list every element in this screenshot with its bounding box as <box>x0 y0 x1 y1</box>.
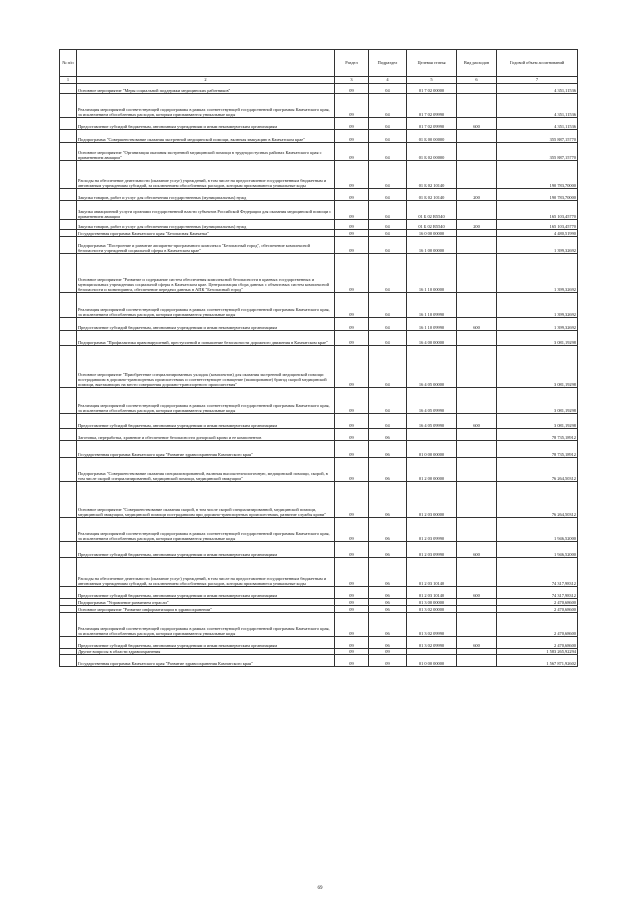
row-sum: 2 470,68600 <box>497 599 578 606</box>
row-csr: 16 1 10 09990 <box>407 293 457 318</box>
row-podrazdel: 06 <box>369 518 407 542</box>
row-num <box>60 318 77 331</box>
row-sum: 4 351,11536 <box>497 118 578 130</box>
row-csr: 16 4 05 09990 <box>407 388 457 414</box>
row-name: Основное мероприятие "Развитие информатизации в здравоохранении" <box>77 606 335 613</box>
table-row <box>60 414 578 429</box>
table-row <box>60 558 578 587</box>
row-vr <box>457 293 497 318</box>
row-podrazdel: 06 <box>369 599 407 606</box>
row-name: Основное мероприятие "Приобретение специализированных укладок (комплектов) для оказания экстренной медицинской помощи пострадавшим в дорожно-транспортных происшествиях и соответствующее оснащение (экипирование) бригад скорой медицинской помощи, выезжающих на место совершения дорожно-транспортного происшествия" <box>77 346 335 388</box>
row-podrazdel: 04 <box>369 346 407 388</box>
row-razdel: 09 <box>335 599 369 606</box>
row-name: Закупка товаров, работ и услуг для обеспечения государственных (муниципальных) нужд <box>77 220 335 230</box>
row-razdel: 09 <box>335 613 369 637</box>
row-razdel: 09 <box>335 606 369 613</box>
row-num <box>60 558 77 587</box>
row-num <box>60 542 77 558</box>
table-row <box>60 84 578 94</box>
row-sum: 190 783,70000 <box>497 189 578 201</box>
row-razdel: 09 <box>335 143 369 161</box>
row-razdel: 09 <box>335 130 369 143</box>
table-row <box>60 655 578 667</box>
row-sum: 1 399,32692 <box>497 293 578 318</box>
row-csr: 01 Б 00 00000 <box>407 130 457 143</box>
row-razdel: 09 <box>335 414 369 429</box>
row-razdel: 09 <box>335 388 369 414</box>
row-name: Государственная программа Камчатского края "Безопасная Камчатка" <box>77 230 335 237</box>
table-row <box>60 130 578 143</box>
row-csr: 01 0 00 00000 <box>407 441 457 458</box>
row-vr <box>457 599 497 606</box>
row-sum: 76 264,50312 <box>497 482 578 518</box>
table-row <box>60 118 578 130</box>
row-num <box>60 637 77 649</box>
row-name: Основное мероприятие "Развитие и содержание систем обеспечения комплексной безопасности в краевых государственных и муниципальных учреждениях социальной сферы в Камчатском крае. Централизация сбора данных с объектовых систем комплексной безопасности и мониторинга, обеспечение передачи данных в АПК "Безопасный город" <box>77 254 335 293</box>
row-csr: 16 0 00 00000 <box>407 230 457 237</box>
row-vr: 600 <box>457 118 497 130</box>
row-razdel: 09 <box>335 587 369 599</box>
column-number: 4 <box>369 77 407 84</box>
row-name: Заготовка, переработка, хранение и обеспечение безопасности донорской крови и ее компонентов <box>77 429 335 441</box>
row-sum: 165 103,45770 <box>497 201 578 220</box>
row-razdel: 09 <box>335 230 369 237</box>
row-vr <box>457 201 497 220</box>
row-csr: 01 0 00 00000 <box>407 655 457 667</box>
row-podrazdel: 04 <box>369 130 407 143</box>
table-row <box>60 429 578 441</box>
row-sum: 1 946,52000 <box>497 518 578 542</box>
row-num <box>60 143 77 161</box>
row-sum: 3 081,19298 <box>497 331 578 346</box>
row-sum: 3 081,19298 <box>497 346 578 388</box>
row-csr: 01 3 02 09990 <box>407 637 457 649</box>
row-num <box>60 429 77 441</box>
header-podrazdel: Подраздел <box>369 50 407 77</box>
column-number: 6 <box>457 77 497 84</box>
table-row <box>60 518 578 542</box>
budget-table <box>59 49 578 667</box>
row-podrazdel: 04 <box>369 318 407 331</box>
table-row <box>60 441 578 458</box>
row-name: Государственная программа Камчатского края "Развитие здравоохранения Камчатского края" <box>77 655 335 667</box>
table-row <box>60 637 578 649</box>
row-razdel: 09 <box>335 558 369 587</box>
row-vr: 600 <box>457 318 497 331</box>
row-name: Расходы на обеспечение деятельности (оказание услуг) учреждений, в том числе на предоставление государственным бюджетным и автономным учреждениям субсидий, за исключением обособленных расходов, которым присваиваются уникальные коды <box>77 161 335 189</box>
row-csr: 16 4 05 00000 <box>407 346 457 388</box>
row-sum: 4 351,11536 <box>497 84 578 94</box>
table-row <box>60 230 578 237</box>
row-razdel: 09 <box>335 518 369 542</box>
row-sum: 190 783,70000 <box>497 161 578 189</box>
row-name: Государственная программа Камчатского края "Развитие здравоохранения Камчатского края" <box>77 441 335 458</box>
row-num <box>60 237 77 254</box>
table-row <box>60 201 578 220</box>
row-num <box>60 346 77 388</box>
row-vr <box>457 84 497 94</box>
page-number: 69 <box>317 886 323 891</box>
row-podrazdel: 04 <box>369 254 407 293</box>
row-csr: 16 1 10 00000 <box>407 254 457 293</box>
row-num <box>60 655 77 667</box>
row-vr <box>457 94 497 118</box>
row-vr <box>457 331 497 346</box>
row-podrazdel: 04 <box>369 331 407 346</box>
row-name: Подпрограмма "Совершенствование оказания экстренной медицинской помощи, включая эвакуацию в Камчатском крае" <box>77 130 335 143</box>
header-sum: Годовой объем ассигнований <box>497 50 578 77</box>
table-row <box>60 482 578 518</box>
row-name: Реализация мероприятий соответствующей подпрограммы в рамках соответствующей государственной программы Камчатского края, за исключением обособленных расходов, которым присваиваются уникальные коды <box>77 293 335 318</box>
row-csr: 16 1 10 09990 <box>407 318 457 331</box>
row-vr <box>457 346 497 388</box>
row-sum: 1 399,32692 <box>497 254 578 293</box>
row-razdel: 09 <box>335 220 369 230</box>
row-num <box>60 613 77 637</box>
row-sum: 165 103,45770 <box>497 220 578 230</box>
row-razdel: 09 <box>335 482 369 518</box>
table-body <box>60 84 578 667</box>
row-razdel: 09 <box>335 318 369 331</box>
table-row <box>60 587 578 599</box>
row-csr: 01 Б 02 R5540 <box>407 201 457 220</box>
row-podrazdel: 09 <box>369 649 407 655</box>
row-csr: 01 7 02 09990 <box>407 94 457 118</box>
row-num <box>60 482 77 518</box>
row-csr: 01 3 00 00000 <box>407 599 457 606</box>
header-vr: Вид расходов <box>457 50 497 77</box>
row-name: Основное мероприятие "Совершенствование оказания скорой, в том числе скорой специализированной, медицинской помощи, медицинской эвакуации, медицинской помощи пострадавшим при дорожно-транспортных происшествиях, развитие службы крови" <box>77 482 335 518</box>
row-num <box>60 230 77 237</box>
row-csr: 01 Б 02 00000 <box>407 143 457 161</box>
row-vr <box>457 441 497 458</box>
row-vr: 200 <box>457 220 497 230</box>
row-podrazdel: 04 <box>369 237 407 254</box>
table-row <box>60 599 578 606</box>
row-name: Другие вопросы в области здравоохранения <box>77 649 335 655</box>
row-podrazdel: 06 <box>369 441 407 458</box>
table-row <box>60 220 578 230</box>
row-num <box>60 606 77 613</box>
row-podrazdel: 04 <box>369 84 407 94</box>
row-sum: 74 317,98312 <box>497 587 578 599</box>
row-sum: 1 946,52000 <box>497 542 578 558</box>
row-podrazdel: 06 <box>369 458 407 482</box>
row-name: Подпрограмма "Профилактика правонарушений, преступлений и повышение безопасности дорожного движения в Камчатском крае" <box>77 331 335 346</box>
row-podrazdel: 06 <box>369 606 407 613</box>
row-sum: 3 081,19298 <box>497 414 578 429</box>
row-vr <box>457 161 497 189</box>
row-csr: 01 2 00 00000 <box>407 458 457 482</box>
row-podrazdel: 04 <box>369 118 407 130</box>
row-csr: 01 Б 02 10140 <box>407 161 457 189</box>
row-vr <box>457 518 497 542</box>
row-sum: 2 470,68600 <box>497 613 578 637</box>
row-razdel: 09 <box>335 655 369 667</box>
row-sum: 1 583 265,92294 <box>497 649 578 655</box>
row-sum: 2 470,68600 <box>497 606 578 613</box>
row-num <box>60 458 77 482</box>
row-podrazdel: 04 <box>369 161 407 189</box>
row-num <box>60 331 77 346</box>
row-num <box>60 84 77 94</box>
row-podrazdel: 04 <box>369 189 407 201</box>
row-sum: 78 735,18912 <box>497 429 578 441</box>
row-num <box>60 220 77 230</box>
row-csr: 01 2 03 09990 <box>407 542 457 558</box>
row-csr <box>407 429 457 441</box>
row-razdel: 09 <box>335 458 369 482</box>
table-row <box>60 189 578 201</box>
row-vr <box>457 254 497 293</box>
row-sum: 355 887,15770 <box>497 130 578 143</box>
table-row <box>60 388 578 414</box>
header-name <box>77 50 335 77</box>
row-razdel: 09 <box>335 331 369 346</box>
row-podrazdel: 06 <box>369 613 407 637</box>
row-podrazdel: 09 <box>369 655 407 667</box>
row-name: Предоставление субсидий бюджетным, автономным учреждениям и иным некоммерческим организациям <box>77 318 335 331</box>
table-row <box>60 346 578 388</box>
row-name: Реализация мероприятий соответствующей подпрограммы в рамках соответствующей государственной программы Камчатского края, за исключением обособленных расходов, которым присваиваются уникальные коды <box>77 613 335 637</box>
row-podrazdel: 04 <box>369 220 407 230</box>
row-num <box>60 254 77 293</box>
row-name: Предоставление субсидий бюджетным, автономным учреждениям и иным некоммерческим организациям <box>77 118 335 130</box>
row-sum: 2 470,68600 <box>497 637 578 649</box>
row-name: Реализация мероприятий соответствующей подпрограммы в рамках соответствующей государственной программы Камчатского края, за исключением обособленных расходов, которым присваиваются уникальные коды <box>77 388 335 414</box>
row-sum: 355 887,15770 <box>497 143 578 161</box>
table-row <box>60 318 578 331</box>
row-num <box>60 414 77 429</box>
column-number: 3 <box>335 77 369 84</box>
table-row <box>60 254 578 293</box>
column-number-row <box>60 77 578 84</box>
row-sum: 74 317,98312 <box>497 558 578 587</box>
row-csr: 16 4 05 09990 <box>407 414 457 429</box>
column-number: 7 <box>497 77 578 84</box>
table-row <box>60 458 578 482</box>
row-csr: 01 Б 02 R5540 <box>407 220 457 230</box>
row-sum: 4 351,11536 <box>497 94 578 118</box>
row-name: Предоставление субсидий бюджетным, автономным учреждениям и иным некоммерческим организациям <box>77 542 335 558</box>
column-number: 1 <box>60 77 77 84</box>
row-podrazdel: 04 <box>369 94 407 118</box>
row-podrazdel: 04 <box>369 201 407 220</box>
row-vr <box>457 458 497 482</box>
row-sum: 76 264,50312 <box>497 458 578 482</box>
row-razdel: 09 <box>335 84 369 94</box>
row-razdel: 09 <box>335 429 369 441</box>
row-name: Основное мероприятие "Меры социальной поддержки медицинских работников" <box>77 84 335 94</box>
row-sum: 1 399,32692 <box>497 237 578 254</box>
table-row <box>60 606 578 613</box>
row-vr <box>457 482 497 518</box>
row-podrazdel: 06 <box>369 558 407 587</box>
row-vr: 600 <box>457 637 497 649</box>
row-num <box>60 441 77 458</box>
row-num <box>60 118 77 130</box>
column-number: 5 <box>407 77 457 84</box>
row-razdel: 09 <box>335 441 369 458</box>
row-razdel: 09 <box>335 346 369 388</box>
row-num <box>60 599 77 606</box>
row-name: Реализация мероприятий соответствующей подпрограммы в рамках соответствующей государственной программы Камчатского края, за исключением обособленных расходов, которым присваиваются уникальные коды <box>77 94 335 118</box>
row-num <box>60 293 77 318</box>
row-razdel: 09 <box>335 94 369 118</box>
row-podrazdel: 06 <box>369 429 407 441</box>
row-vr <box>457 130 497 143</box>
row-sum: 1 399,32692 <box>497 318 578 331</box>
row-podrazdel: 04 <box>369 293 407 318</box>
row-razdel: 09 <box>335 237 369 254</box>
row-vr <box>457 237 497 254</box>
row-razdel: 09 <box>335 637 369 649</box>
row-csr: 01 2 03 10140 <box>407 587 457 599</box>
row-vr: 600 <box>457 542 497 558</box>
row-vr: 600 <box>457 414 497 429</box>
header-num: № п/п <box>60 50 77 77</box>
row-name: Закупка товаров, работ и услуг для обеспечения государственных (муниципальных) нужд <box>77 189 335 201</box>
row-podrazdel: 06 <box>369 637 407 649</box>
row-vr <box>457 558 497 587</box>
row-vr <box>457 655 497 667</box>
table-row <box>60 94 578 118</box>
table-row <box>60 613 578 637</box>
row-num <box>60 388 77 414</box>
row-csr: 01 Б 02 10140 <box>407 189 457 201</box>
row-name: Подпрограмма "Построение и развитие аппаратно-программного комплекса "Безопасный город", обеспечение комплексной безопасности учреждений социальной сферы в Камчатском крае" <box>77 237 335 254</box>
table-header-row <box>60 50 578 77</box>
row-sum: 1 567 871,92602 <box>497 655 578 667</box>
row-razdel: 09 <box>335 189 369 201</box>
row-name: Предоставление субсидий бюджетным, автономным учреждениям и иным некоммерческим организациям <box>77 637 335 649</box>
row-csr: 16 4 00 00000 <box>407 331 457 346</box>
table-row <box>60 293 578 318</box>
table-row <box>60 143 578 161</box>
row-podrazdel: 04 <box>369 388 407 414</box>
row-razdel: 09 <box>335 649 369 655</box>
row-vr <box>457 606 497 613</box>
row-name: Подпрограмма "Управление развитием отрасли" <box>77 599 335 606</box>
row-podrazdel: 06 <box>369 482 407 518</box>
row-num <box>60 587 77 599</box>
row-name: Предоставление субсидий бюджетным, автономным учреждениям и иным некоммерческим организациям <box>77 414 335 429</box>
table-row <box>60 331 578 346</box>
header-razdel: Раздел <box>335 50 369 77</box>
row-vr: 600 <box>457 587 497 599</box>
budget-table-page <box>59 49 577 667</box>
row-razdel: 09 <box>335 254 369 293</box>
row-name: Реализация мероприятий соответствующей подпрограммы в рамках соответствующей государственной программы Камчатского края, за исключением обособленных расходов, которым присваиваются уникальные коды <box>77 518 335 542</box>
row-num <box>60 189 77 201</box>
column-number: 2 <box>77 77 335 84</box>
row-razdel: 09 <box>335 293 369 318</box>
row-sum: 78 735,18912 <box>497 441 578 458</box>
row-name: Закупка авиационной услуги органами государственной власти субъектов Российской Федерации для оказания медицинской помощи с применением авиации <box>77 201 335 220</box>
row-name: Основное мероприятие "Организация оказания экстренной медицинской помощи в труднодоступных районах Камчатского края с применением авиации" <box>77 143 335 161</box>
row-podrazdel: 04 <box>369 230 407 237</box>
row-csr: 01 2 03 00000 <box>407 482 457 518</box>
row-num <box>60 161 77 189</box>
header-csr: Целевая статья <box>407 50 457 77</box>
row-podrazdel: 04 <box>369 143 407 161</box>
row-name: Предоставление субсидий бюджетным, автономным учреждениям и иным некоммерческим организациям <box>77 587 335 599</box>
row-razdel: 09 <box>335 201 369 220</box>
row-vr <box>457 143 497 161</box>
row-name: Подпрограмма "Совершенствование оказания специализированной, включая высокотехнологичную, медицинской помощи, скорой, в том числе скорой специализированной, медицинской помощи, медицинской эвакуации" <box>77 458 335 482</box>
table-row <box>60 161 578 189</box>
row-num <box>60 130 77 143</box>
row-csr: 01 3 02 09990 <box>407 613 457 637</box>
row-razdel: 09 <box>335 161 369 189</box>
row-vr <box>457 613 497 637</box>
row-csr: 01 2 03 10140 <box>407 558 457 587</box>
row-name: Расходы на обеспечение деятельности (оказание услуг) учреждений, в том числе на предоставление государственным бюджетным и автономным учреждениям субсидий, за исключением обособленных расходов, которым присваиваются уникальные коды <box>77 558 335 587</box>
row-vr <box>457 230 497 237</box>
row-sum: 3 081,19298 <box>497 388 578 414</box>
row-podrazdel: 06 <box>369 587 407 599</box>
row-num <box>60 94 77 118</box>
row-sum: 4 480,51990 <box>497 230 578 237</box>
row-csr: 01 7 02 09990 <box>407 118 457 130</box>
table-row <box>60 542 578 558</box>
row-razdel: 09 <box>335 118 369 130</box>
row-csr: 01 3 02 00000 <box>407 606 457 613</box>
row-razdel: 09 <box>335 542 369 558</box>
row-csr: 01 2 03 09990 <box>407 518 457 542</box>
row-podrazdel: 06 <box>369 542 407 558</box>
row-vr <box>457 429 497 441</box>
row-podrazdel: 04 <box>369 414 407 429</box>
row-vr <box>457 388 497 414</box>
row-vr: 200 <box>457 189 497 201</box>
row-csr: 01 7 02 00000 <box>407 84 457 94</box>
row-csr: 16 1 00 00000 <box>407 237 457 254</box>
row-num <box>60 518 77 542</box>
table-row <box>60 237 578 254</box>
row-num <box>60 201 77 220</box>
